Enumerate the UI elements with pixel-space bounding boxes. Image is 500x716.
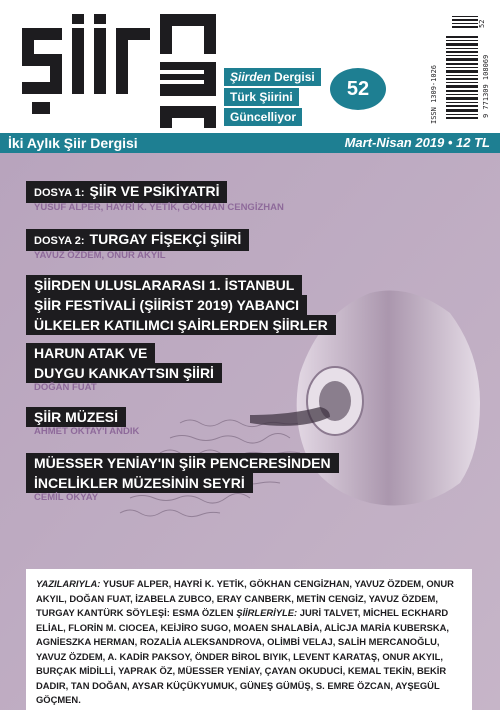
story-authors: CEMİL OKYAY xyxy=(34,492,99,503)
story-authors: AHMET OKTAY'I ANDIK xyxy=(34,426,140,437)
contributors-poems: JURİ TALVET, MİCHEL ECKHARD ELİAL, FLORİN M. CIOCEA, KEİJİRO SUGO, MOAEN SHALABİA, ALİCJA MARİA KUBERSKA, AGNİESZKA HERMAN, ROZALİA ALEKSANDROVA, OLİMBİ VELAJ, SALİH MERCANOĞLU, YAVUZ ÖZDEM, A. KADİR PAKSOY, ÖNDER BİROL BIYIK, LEVENT KARATAŞ, ONUR AKYIL, BURÇAK MİDİLLİ, YAPRAK ÖZ, MÜESSER YENİAY, ÇAYAN OKUDUCİ, KEMAL TEKİN, BEKİR DADIR, TAN DOĞAN, AYSAR KÜÇÜKYUMUK, GÜNEŞ GÜMÜŞ, S. EMRE ÖZCAN, AYŞEGÜL GÖÇMEN. xyxy=(36,607,450,705)
story-prefix: DOSYA 2: xyxy=(34,235,85,247)
story-title-bar xyxy=(26,229,249,251)
story-title-line: ŞİİRDEN ULUSLARARASI 1. İSTANBUL xyxy=(26,275,302,295)
issue-number-badge: 52 xyxy=(330,68,386,110)
story-title-line: İNCELİKLER MÜZESİNİN SEYRİ xyxy=(26,473,253,493)
barcode-issn: ISSN 1309-1026 xyxy=(430,64,438,124)
tagline-em: Şiirden xyxy=(230,70,271,84)
story-title-bar: ŞİİR MÜZESİ xyxy=(26,407,126,427)
story-title-line: HARUN ATAK VE xyxy=(26,343,155,363)
story-title: ŞİİR VE PSİKİYATRİ xyxy=(89,183,220,199)
story-authors: YAVUZ ÖZDEM, ONUR AKYIL xyxy=(34,250,166,261)
contributors-writings: YUSUF ALPER, HAYRİ K. YETİK, GÖKHAN CENGİZHAN, YAVUZ ÖZDEM, ONUR AKYIL, DOĞAN FUAT, İZABELA ZUBCO, ERAY CANBERK, METİN CENGİZ, YAVUZ ÖZDEM, TURGAY KANTÜRK SÖYLEŞİ: ESMA ÖZLEN xyxy=(36,578,454,618)
periodicity-label: İki Aylık Şiir Dergisi xyxy=(8,135,138,151)
story-prefix: DOSYA 1: xyxy=(34,187,85,199)
story-dosya-2 xyxy=(26,229,249,262)
story-harun-atak xyxy=(26,343,222,394)
story-title-line: MÜESSER YENİAY'IN ŞİİR PENCERESİNDEN xyxy=(26,453,339,473)
tagline-line-1 xyxy=(224,68,321,86)
contributors-box xyxy=(26,569,472,716)
story-title-line: ŞİİR FESTİVALİ (ŞİİRİST 2019) YABANCI xyxy=(26,295,307,315)
story-authors: YUSUF ALPER, HAYRİ K. YETİK, GÖKHAN CENGİZHAN xyxy=(34,202,284,213)
story-title-bar xyxy=(26,181,227,203)
tagline-word: Dergisi xyxy=(274,70,315,84)
story-siir-muzesi xyxy=(26,407,139,438)
contributors-label-writings: YAZILARIYLA: xyxy=(36,578,101,589)
cover-area xyxy=(0,153,500,710)
barcode-number: 9 771309 108069 xyxy=(482,54,490,118)
tagline-line-3: Güncelliyor xyxy=(224,108,302,126)
story-title: TURGAY FİŞEKÇİ ŞİİRİ xyxy=(89,231,242,247)
date-price-label: Mart-Nisan 2019 • 12 TL xyxy=(344,135,490,150)
masthead xyxy=(0,0,500,133)
contributors-label-poems: ŞİİRLERİYLE: xyxy=(236,607,298,618)
story-dosya-1 xyxy=(26,181,284,214)
story-muesser-yeniay xyxy=(26,453,339,504)
story-festival xyxy=(26,275,336,335)
tagline-line-2: Türk Şiirini xyxy=(224,88,299,106)
header-strip xyxy=(0,133,500,153)
barcode xyxy=(432,14,490,126)
story-authors: DOĞAN FUAT xyxy=(34,382,97,393)
story-title-line: ÜLKELER KATILIMCI ŞAİRLERDEN ŞİİRLER xyxy=(26,315,336,335)
story-title-line: DUYGU KANKAYTSIN ŞİİRİ xyxy=(26,363,222,383)
barcode-addon: 52 xyxy=(478,19,486,28)
